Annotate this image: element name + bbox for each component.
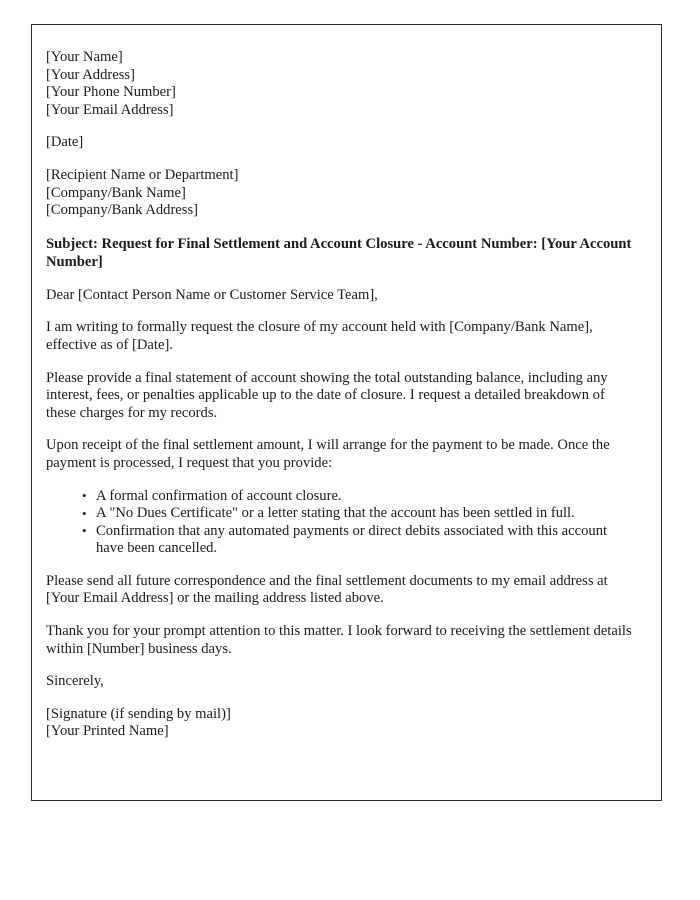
closing-line: Sincerely, bbox=[46, 673, 104, 690]
recipient-line-name: [Recipient Name or Department] bbox=[46, 166, 239, 183]
paragraph-thank-you: Thank you for your prompt attention to this matter. I look forward to receiving the settlement details within [Number] business days. bbox=[46, 623, 632, 657]
sender-line-name: [Your Name] bbox=[46, 49, 123, 65]
signature-block bbox=[46, 706, 634, 741]
list-item: • Confirmation that any automated payments or direct debits associated with this account have been cancelled. bbox=[84, 523, 634, 558]
paragraph-correspondence: Please send all future correspondence and the final settlement documents to my email address at [Your Email Address] or the mailing address listed above. bbox=[46, 572, 608, 607]
sender-line-address: [Your Address] bbox=[46, 66, 135, 83]
request-list bbox=[46, 488, 634, 558]
list-item: • A formal confirmation of account closure. bbox=[84, 488, 634, 506]
letter-body bbox=[46, 49, 634, 741]
paragraph-upon-receipt: Upon receipt of the final settlement amount, I will arrange for the payment to be made. Once the payment is processed, I request that you provide: bbox=[46, 437, 610, 471]
sender-address-block bbox=[46, 49, 634, 119]
date-line: [Date] bbox=[46, 134, 84, 151]
document-page-frame bbox=[31, 24, 662, 801]
paragraph-request-closure: I am writing to formally request the closure of my account held with [Company/Bank Name], effective as of [Date]. bbox=[46, 319, 593, 353]
salutation-line: Dear [Contact Person Name or Customer Service Team], bbox=[46, 286, 378, 303]
signature-line: [Signature (if sending by mail)] bbox=[46, 705, 231, 722]
sender-line-email: [Your Email Address] bbox=[46, 101, 174, 118]
recipient-line-company: [Company/Bank Name] bbox=[46, 184, 186, 201]
subject-line: Subject: Request for Final Settlement and Account Closure - Account Number: [Your Account Number] bbox=[46, 235, 632, 271]
recipient-address-block bbox=[46, 167, 634, 220]
printed-name-line: [Your Printed Name] bbox=[46, 723, 169, 740]
list-item: • A "No Dues Certificate" or a letter stating that the account has been settled in full. bbox=[84, 505, 634, 523]
paragraph-final-statement: Please provide a final statement of account showing the total outstanding balance, including any interest, fees, or penalties applicable up to the date of closure. I request a detailed breakdown of these charges for my records. bbox=[46, 369, 608, 421]
sender-line-phone: [Your Phone Number] bbox=[46, 84, 176, 101]
recipient-line-address: [Company/Bank Address] bbox=[46, 202, 199, 219]
